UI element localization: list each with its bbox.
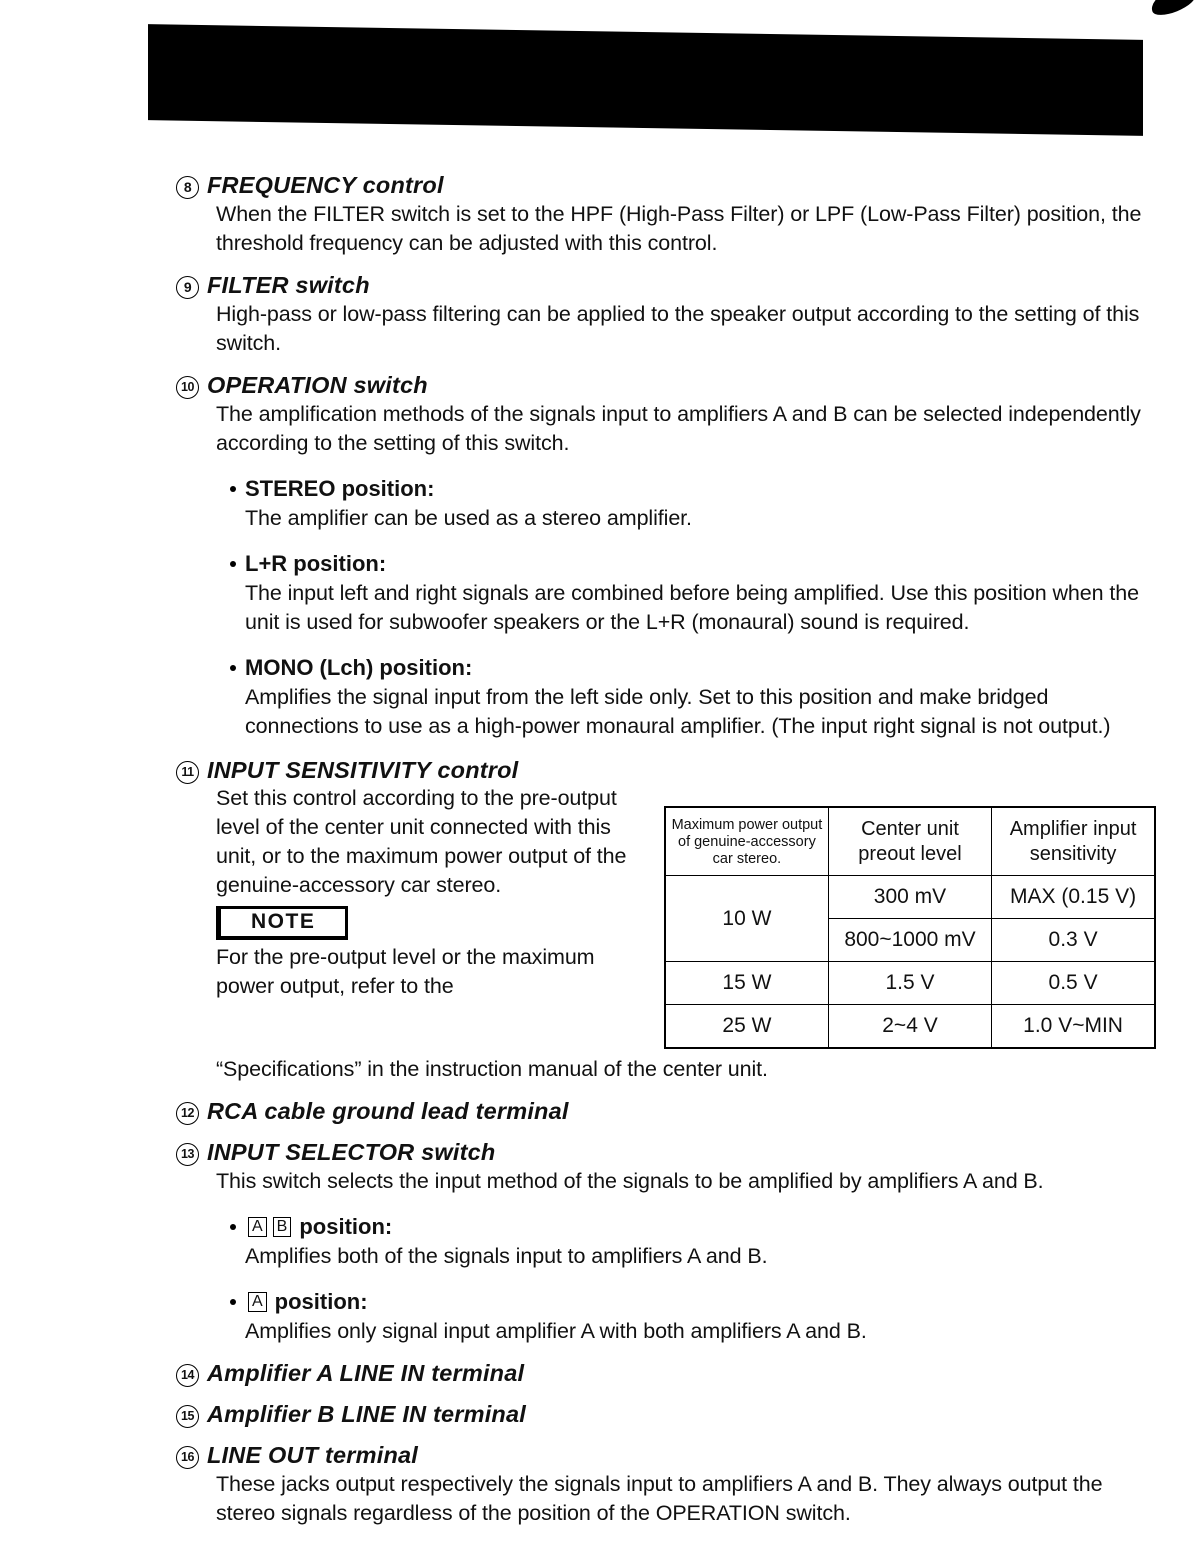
boxed-letter-a-icon: A — [248, 1292, 267, 1312]
section-number-15: 15 — [176, 1405, 199, 1428]
cell-power-10w: 10 W — [665, 876, 828, 962]
bullet-body-a: Amplifies only signal input amplifier A with both amplifiers A and B. — [245, 1319, 867, 1343]
section-number-9: 9 — [176, 276, 199, 299]
section-title-amplifier-b-line-in: Amplifier B LINE IN terminal — [207, 1401, 526, 1427]
bullet-body-mono: Amplifies the signal input from the left side only. Set to this position and make bridged connections to use as a high-power monaural amplifier. (The input right signal is not output.) — [245, 685, 1111, 738]
section-number-10: 10 — [176, 376, 199, 399]
section-body-filter-switch: High-pass or low-pass filtering can be applied to the speaker output according to the setting of this switch. — [216, 302, 1140, 355]
note-body-text: For the pre-output level or the maximum power output, refer to the — [216, 945, 595, 998]
cell-sensitivity-10v-min: 1.0 V~MIN — [992, 1005, 1155, 1049]
bullet-heading-lr: L+R position: — [245, 551, 387, 576]
bullet-dot-icon — [230, 486, 236, 492]
cell-power-15w: 15 W — [665, 962, 828, 1005]
section-body-input-selector: This switch selects the input method of the signals to be amplified by amplifiers A and B. — [216, 1169, 1044, 1193]
section-filter-switch — [176, 272, 1156, 358]
cell-sensitivity-max: MAX (0.15 V) — [992, 876, 1155, 919]
boxed-letter-b-icon: B — [273, 1217, 292, 1237]
section-title-filter-switch: FILTER switch — [207, 272, 370, 298]
bullet-dot-icon — [230, 1299, 236, 1305]
bullet-body-lr: The input left and right signals are combined before being amplified. Use this position when the unit is used for subwoofer speakers or the L+R (monaural) sound is required. — [245, 581, 1139, 634]
bullet-dot-icon — [230, 1224, 236, 1230]
cell-preout-2-4v: 2~4 V — [828, 1005, 991, 1049]
bullet-mono-position — [230, 654, 1156, 741]
section-number-13: 13 — [176, 1143, 199, 1166]
section-number-16: 16 — [176, 1446, 199, 1469]
section-number-11: 11 — [176, 761, 199, 784]
bullet-stereo-position — [230, 475, 1156, 533]
cell-preout-15v: 1.5 V — [828, 962, 991, 1005]
bullet-heading-a: position: — [274, 1289, 368, 1314]
table-header-max-power: Maximum power output of genuine-accessory car stereo. — [665, 807, 828, 876]
table-header-preout-level: Center unit preout level — [828, 807, 991, 876]
section-operation-switch — [176, 372, 1156, 741]
section-number-8: 8 — [176, 176, 199, 199]
section-body-line-out-terminal: These jacks output respectively the signals input to amplifiers A and B. They always output the stereo signals regardless of the position of the OPERATION switch. — [216, 1472, 1103, 1525]
input-sensitivity-table — [664, 806, 1156, 1049]
section-amplifier-b-line-in — [176, 1401, 1156, 1428]
cell-preout-300mv: 300 mV — [828, 876, 991, 919]
section-title-frequency-control: FREQUENCY control — [207, 172, 444, 198]
table-row — [665, 876, 1155, 919]
section-title-operation-switch: OPERATION switch — [207, 372, 428, 398]
section-title-amplifier-a-line-in: Amplifier A LINE IN terminal — [207, 1360, 525, 1386]
section-title-rca-ground-lead: RCA cable ground lead terminal — [207, 1098, 569, 1124]
bullet-dot-icon — [230, 561, 236, 567]
bullet-body-stereo: The amplifier can be used as a stereo amplifier. — [245, 506, 692, 530]
bullet-body-ab: Amplifies both of the signals input to amplifiers A and B. — [245, 1244, 768, 1268]
cell-preout-800-1000mv: 800~1000 mV — [828, 919, 991, 962]
section-title-input-sensitivity: INPUT SENSITIVITY control — [207, 757, 519, 783]
bullet-heading-ab: position: — [299, 1214, 393, 1239]
bullet-ab-position — [230, 1213, 1156, 1271]
section-number-14: 14 — [176, 1364, 199, 1387]
section-body-input-sensitivity: Set this control according to the pre-output level of the center unit connected with this unit, or to the maximum power output of the genuine-accessory car stereo. — [216, 786, 627, 897]
section-input-selector-switch — [176, 1139, 1156, 1346]
section-frequency-control — [176, 172, 1156, 258]
sensitivity-table-container — [664, 806, 1156, 1049]
note-tail-text: “Specifications” in the instruction manual of the center unit. — [216, 1057, 768, 1081]
page-content — [176, 172, 1156, 1530]
section-input-sensitivity-control — [176, 757, 1156, 1084]
boxed-letter-a-icon: A — [248, 1217, 267, 1237]
table-header-input-sensitivity: Amplifier input sensitivity — [992, 807, 1155, 876]
cell-sensitivity-03v: 0.3 V — [992, 919, 1155, 962]
section-title-input-selector: INPUT SELECTOR switch — [207, 1139, 496, 1165]
section-amplifier-a-line-in — [176, 1360, 1156, 1387]
cell-sensitivity-05v: 0.5 V — [992, 962, 1155, 1005]
bullet-a-position — [230, 1288, 1156, 1346]
table-row — [665, 1005, 1155, 1049]
section-body-frequency-control: When the FILTER switch is set to the HPF (High-Pass Filter) or LPF (Low-Pass Filter) position, the threshold frequency can be adjusted with this control. — [216, 202, 1142, 255]
table-row — [665, 962, 1155, 1005]
bullet-heading-stereo: STEREO position: — [245, 476, 435, 501]
section-title-line-out-terminal: LINE OUT terminal — [207, 1442, 419, 1468]
section-line-out-terminal — [176, 1442, 1156, 1528]
bullet-heading-mono: MONO (Lch) position: — [245, 655, 473, 680]
scan-artifact-corner-mark — [1148, 0, 1199, 20]
section-body-operation-switch: The amplification methods of the signals input to amplifiers A and B can be selected independently according to the setting of this switch. — [216, 402, 1141, 455]
cell-power-25w: 25 W — [665, 1005, 828, 1049]
bullet-dot-icon — [230, 665, 236, 671]
black-header-band — [148, 24, 1143, 136]
section-rca-ground-lead — [176, 1098, 1156, 1125]
section-number-12: 12 — [176, 1102, 199, 1125]
bullet-lr-position — [230, 550, 1156, 637]
note-badge: NOTE — [216, 906, 348, 940]
